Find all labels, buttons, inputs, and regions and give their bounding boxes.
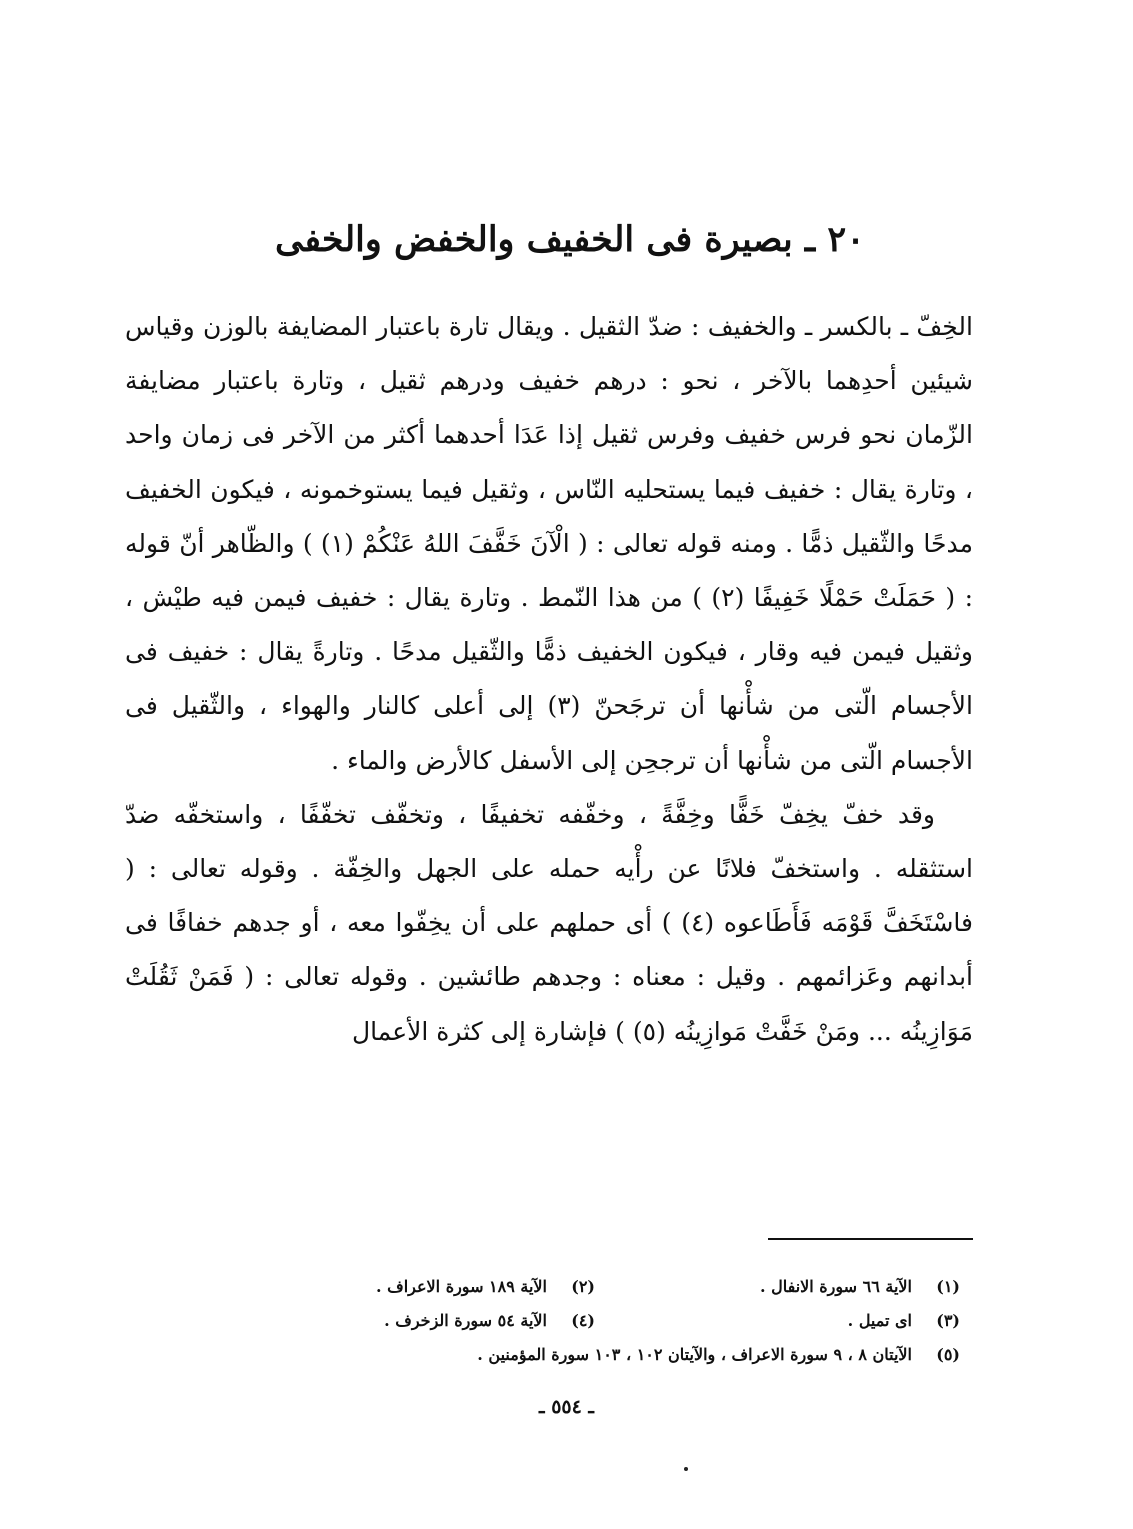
paragraph-2: وقد خفّ يخِفّ خَفًّا وخِفَّةً ، وخفّفه تخفيفًا ، وتخفّف تخفّفًا ، واستخفّه ضدّ استثقله . واستخفّ فلانًا عن رأْيه حمله على الجهل والخِفّة . وقوله تعالى : ( فاسْتَخَفَّ قَوْمَه فَأَطَاعوه (٤) ) أى حملهم على أن يخِفّوا معه ، أو جدهم خفافًا فى أبدانهم وعَزائمهم . وقيل : معناه : وجدهم طائشين . وقوله تعالى : ( فَمَنْ ثَقُلَتْ مَوَازِينُه ... ومَنْ خَفَّتْ مَوازِينُه (٥) ) فإشارة إلى كثرة الأعمال [125, 799, 973, 1046]
footnote-row [230, 1338, 960, 1372]
footnote-number: (٣) [936, 1311, 960, 1330]
footnote-row [230, 1304, 960, 1338]
footnotes [230, 1270, 960, 1372]
footnote-text: الآية ٦٦ سورة الانفال . [759, 1277, 912, 1296]
footnote-number: (٥) [936, 1345, 960, 1364]
footnote-row [230, 1270, 960, 1304]
footnote-text: الآية ٥٤ سورة الزخرف . [384, 1311, 547, 1330]
footnote-number: (١) [936, 1277, 960, 1296]
chapter-title: ٢٠ ـ بصيرة فى الخفيف والخفض والخفى [275, 219, 865, 260]
footnote-separator [768, 1238, 973, 1240]
footnote-number: (٢) [571, 1277, 595, 1296]
footnote-1 [595, 1270, 960, 1304]
footnote-4 [230, 1304, 595, 1338]
footnote-3 [595, 1304, 960, 1338]
footnote-text: الآية ١٨٩ سورة الاعراف . [376, 1277, 547, 1296]
page-number: ـ ٥٥٤ ـ [539, 1396, 594, 1418]
footnote-number: (٤) [571, 1311, 595, 1330]
body-text [125, 300, 973, 1059]
paragraph-1: الخِفّ ـ بالكسر ـ والخفيف : ضدّ الثقيل . ويقال تارة باعتبار المضايفة بالوزن وقياس شيئين أحدِهما بالآخر ، نحو : درهم خفيف ودرهم ثقيل ، وتارة باعتبار مضايفة الزّمان نحو فرس خفيف وفرس ثقيل إذا عَدَا أحدهما أكثر من الآخر فى زمان واحد ، وتارة يقال : خفيف فيما يستحليه النّاس ، وثقيل فيما يستوخمونه ، فيكون الخفيف مدحًا والثّقيل ذمًّا . ومنه قوله تعالى : ( الْآنَ خَفَّفَ اللهُ عَنْكُمْ (١) ) والظّاهر أنّ قوله : ( حَمَلَتْ حَمْلًا خَفِيفًا (٢) ) من هذا النّمط . وتارة يقال : خفيف فيمن فيه طيْش ، وثقيل فيمن فيه وقار ، فيكون الخفيف ذمًّا والثّقيل مدحًا . وتارةً يقال : خفيف فى الأجسام الّتى من شأْنها أن ترجَحنّ (٣) إلى أعلى كالنار والهواء ، والثّقيل فى الأجسام الّتى من شأْنها أن ترجحِن إلى الأسفل كالأرض والماء . [125, 312, 973, 775]
footnote-5 [230, 1338, 960, 1372]
footnote-2 [230, 1270, 595, 1304]
footnote-text: الآيتان ٨ ، ٩ سورة الاعراف ، والآيتان ١٠٢ ، ١٠٣ سورة المؤمنين . [477, 1345, 912, 1364]
scan-speck [684, 1467, 688, 1471]
footnote-text: اى تميل . [847, 1311, 912, 1330]
